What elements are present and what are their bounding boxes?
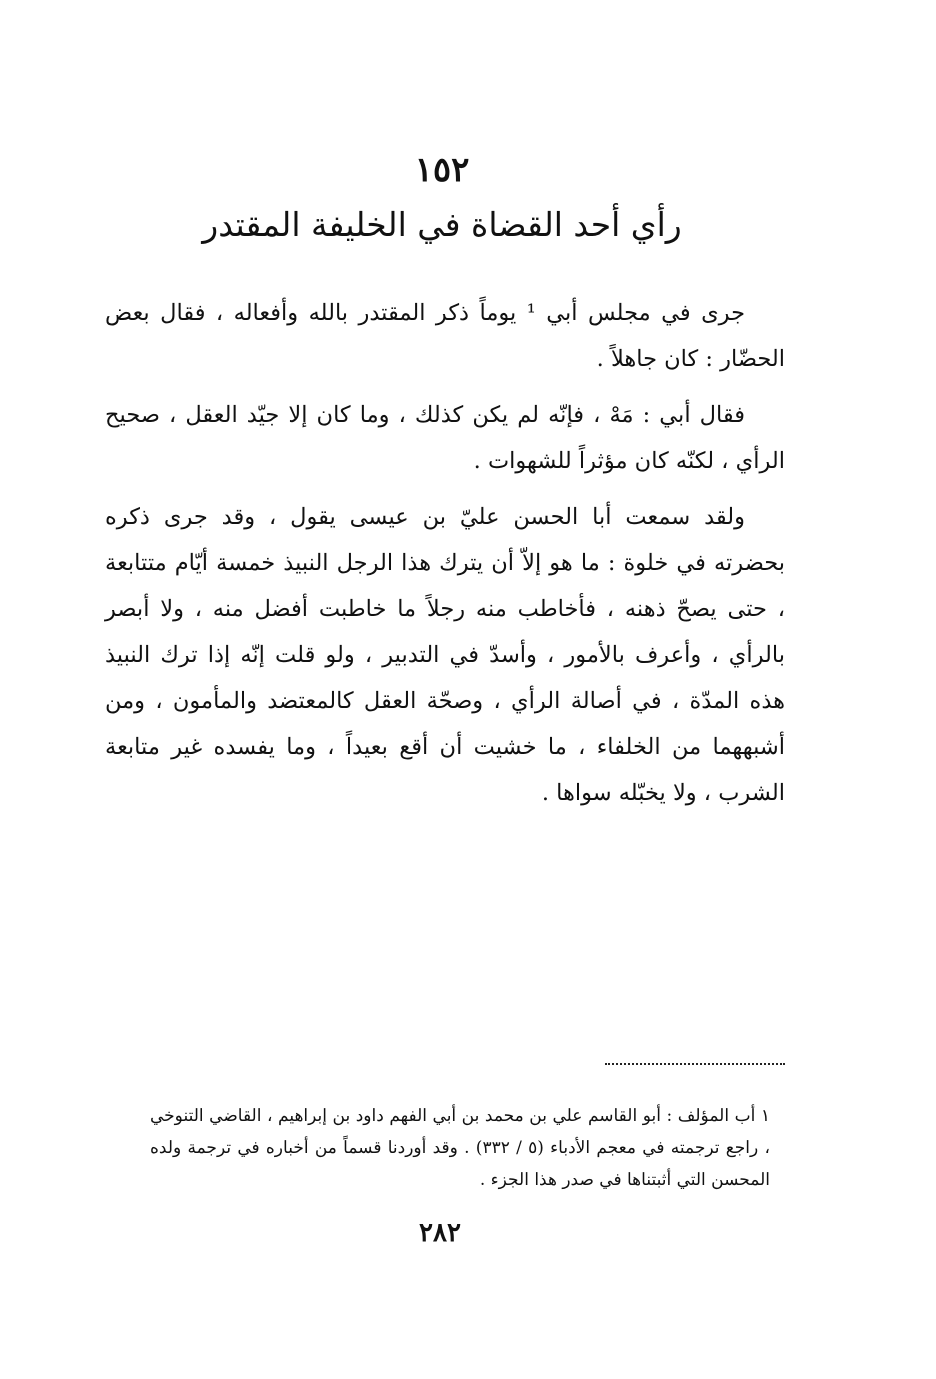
page-number: ٢٨٢ bbox=[419, 1218, 461, 1248]
paragraph-1: جرى في مجلس أبي ¹ يوماً ذكر المقتدر بالله وأفعاله ، فقال بعض الحضّار : كان جاهلاً . bbox=[105, 300, 785, 372]
section-number: ١٥٢ bbox=[414, 150, 470, 190]
paragraph-2: فقال أبي : مَهْ ، فإنّه لم يكن كذلك ، وما كان إلا جيّد العقل ، صحيح الرأي ، لكنّه كان مؤثراً للشهوات . bbox=[105, 402, 785, 474]
section-title: رأي أحد القضاة في الخليفة المقتدر bbox=[202, 205, 682, 244]
footnote bbox=[150, 1100, 770, 1196]
footnote-separator bbox=[605, 1063, 785, 1065]
footnote-text: ١ أب المؤلف : أبو القاسم علي بن محمد بن أبي الفهم داود بن إبراهيم ، القاضي التنوخي ، راجع ترجمته في معجم الأدباء (٥ / ٣٣٢) . وقد أوردنا قسماً من أخباره في ترجمة ولده المحسن التي أثبتناها في صدر هذا الجزء . bbox=[150, 1106, 770, 1190]
paragraph-3: ولقد سمعت أبا الحسن عليّ بن عيسى يقول ، وقد جرى ذكره بحضرته في خلوة : ما هو إلاّ أن يترك هذا الرجل النبيذ خمسة أيّام متتابعة ، حتى يصحّ ذهنه ، فأخاطب منه رجلاً ما خاطبت أفضل منه ، ولا أبصر بالرأي ، وأعرف بالأمور ، وأسدّ في التدبير ، ولو قلت إنّه إذا ترك النبيذ هذه المدّة ، في أصالة الرأي ، وصحّة العقل كالمعتضد والمأمون ، ومن أشبههما من الخلفاء ، ما خشيت أن أقع بعيداً ، وما يفسده غير متابعة الشرب ، ولا يخبّله سواها . bbox=[105, 504, 785, 806]
body-text bbox=[105, 290, 785, 826]
